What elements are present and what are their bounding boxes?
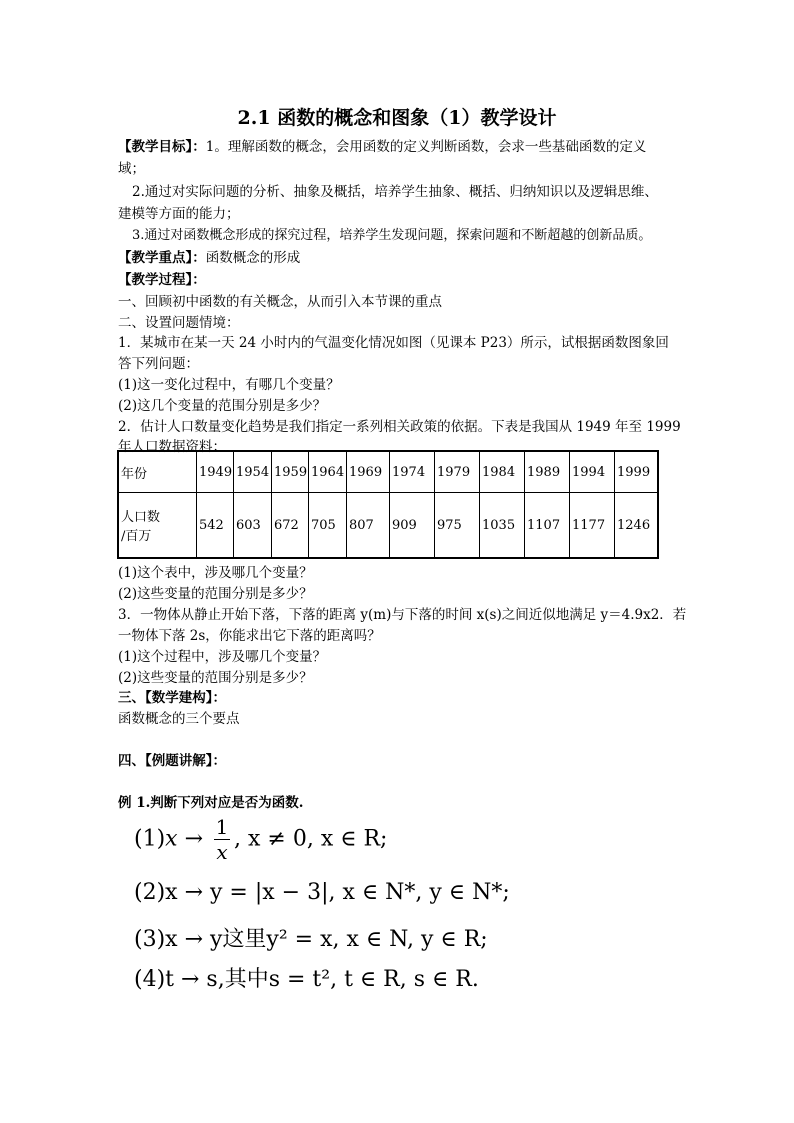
q1-line-a: 1．某城市在某一天 24 小时内的气温变化情况如图（见课本 P23）所示，试根据函数图象回 [118,335,669,351]
population-table [117,450,659,559]
math-line-2: (2)x → y = |x − 3|, x ∈ N*, y ∈ N*; [134,880,510,905]
fraction-1-over-x [214,815,230,864]
q2-sub-1: (1)这个表中，涉及哪几个变量？ [118,565,313,581]
table-cell: 1979 [435,451,480,493]
table-row-years [118,451,658,493]
goal-2b: 建模等方面的能力； [118,206,240,222]
goal-1a: 1。理解函数的概念，会用函数的定义判断函数，会求一些基础函数的定义 [205,139,647,155]
table-cell: 672 [272,493,309,559]
goal-2a: 2.通过对实际问题的分析、抽象及概括，培养学生抽象、概括、归纳知识以及逻辑思维、 [132,184,658,200]
table-cell: 1246 [615,493,659,559]
table-cell: 1107 [525,493,570,559]
section-3: 三、【数学建构】： [118,690,226,706]
table-cell: 1959 [272,451,309,493]
goals-line-1 [118,138,680,156]
q1-sub-1: (1)这一变化过程中，有哪几个变量？ [118,377,340,393]
table-cell: 975 [435,493,480,559]
q3-line-a: 3．一物体从静止开始下落，下落的距离 y(m)与下落的时间 x(s)之间近似地满足 y＝4.9x2．若 [118,607,687,623]
focus-text: 函数概念的形成 [205,250,301,266]
q2-line-b: 年人口数据资料： [118,439,226,455]
fraction-numerator: 1 [215,815,229,839]
table-cell: 1954 [234,451,272,493]
table-cell: 1969 [347,451,390,493]
table-cell: 1989 [525,451,570,493]
q3-sub-2: (2)这些变量的范围分别是多少？ [118,670,313,686]
table-cell: 909 [390,493,435,559]
section-3-text: 函数概念的三个要点 [118,711,240,727]
pop-label-b: /百万 [121,529,152,544]
table-cell: 603 [234,493,272,559]
section-1: 一、回顾初中函数的有关概念，从而引入本节课的重点 [118,294,442,310]
table-cell: 1994 [570,451,615,493]
q1-line-b: 答下列问题： [118,356,199,372]
table-row-population [118,493,658,559]
example-1-title: 例 1.判断下列对应是否为函数. [118,795,304,811]
section-4: 四、【例题讲解】： [118,753,226,769]
q3-sub-1: (1)这个过程中，涉及哪几个变量？ [118,649,327,665]
table-cell: 542 [197,493,234,559]
focus-line [118,249,680,267]
table-header-year: 年份 [118,451,197,493]
math-1-prefix: (1) [134,826,166,852]
table-cell: 1177 [570,493,615,559]
page-title: 2.1 函数的概念和图象（1）教学设计 [237,107,557,129]
table-cell: 705 [309,493,347,559]
pop-label-a: 人口数 [121,510,161,525]
process-label: 【教学过程】： [118,272,206,288]
focus-label: 【教学重点】： [118,250,206,266]
table-header-population [118,493,197,559]
table-cell: 1974 [390,451,435,493]
math-line-3: (3)x → y这里y² = x, x ∈ N, y ∈ R; [134,927,488,952]
table-cell: 807 [347,493,390,559]
q2-line-a: 2．估计人口数量变化趋势是我们指定一系列相关政策的依据。下表是我国从 1949 年至 1999 [118,419,681,435]
table-cell: 1964 [309,451,347,493]
section-2: 二、设置问题情境： [118,315,240,331]
table-cell: 1984 [480,451,525,493]
goals-label: 【教学目标】： [118,139,206,155]
goal-1b: 域； [118,161,145,177]
table-cell: 1035 [480,493,525,559]
table-cell: 1999 [615,451,659,493]
math-line-1: (1)x → $\frac{1}{x}$ , x ≠ 0, x ∈ R; [134,815,388,864]
table-cell: 1949 [197,451,234,493]
math-line-4: (4)t → s,其中s = t², t ∈ R, s ∈ R. [134,967,479,992]
q1-sub-2: (2)这几个变量的范围分别是多少？ [118,398,327,414]
q2-sub-2: (2)这些变量的范围分别是多少？ [118,586,313,602]
q3-line-b: 一物体下落 2s，你能求出它下落的距离吗？ [118,628,381,644]
math-1-rest: , x ≠ 0, x ∈ R; [234,826,388,852]
fraction-denominator: x [216,840,228,864]
goal-3: 3.通过对函数概念形成的探究过程，培养学生发现问题，探索问题和不断超越的创新品质。 [132,228,652,243]
